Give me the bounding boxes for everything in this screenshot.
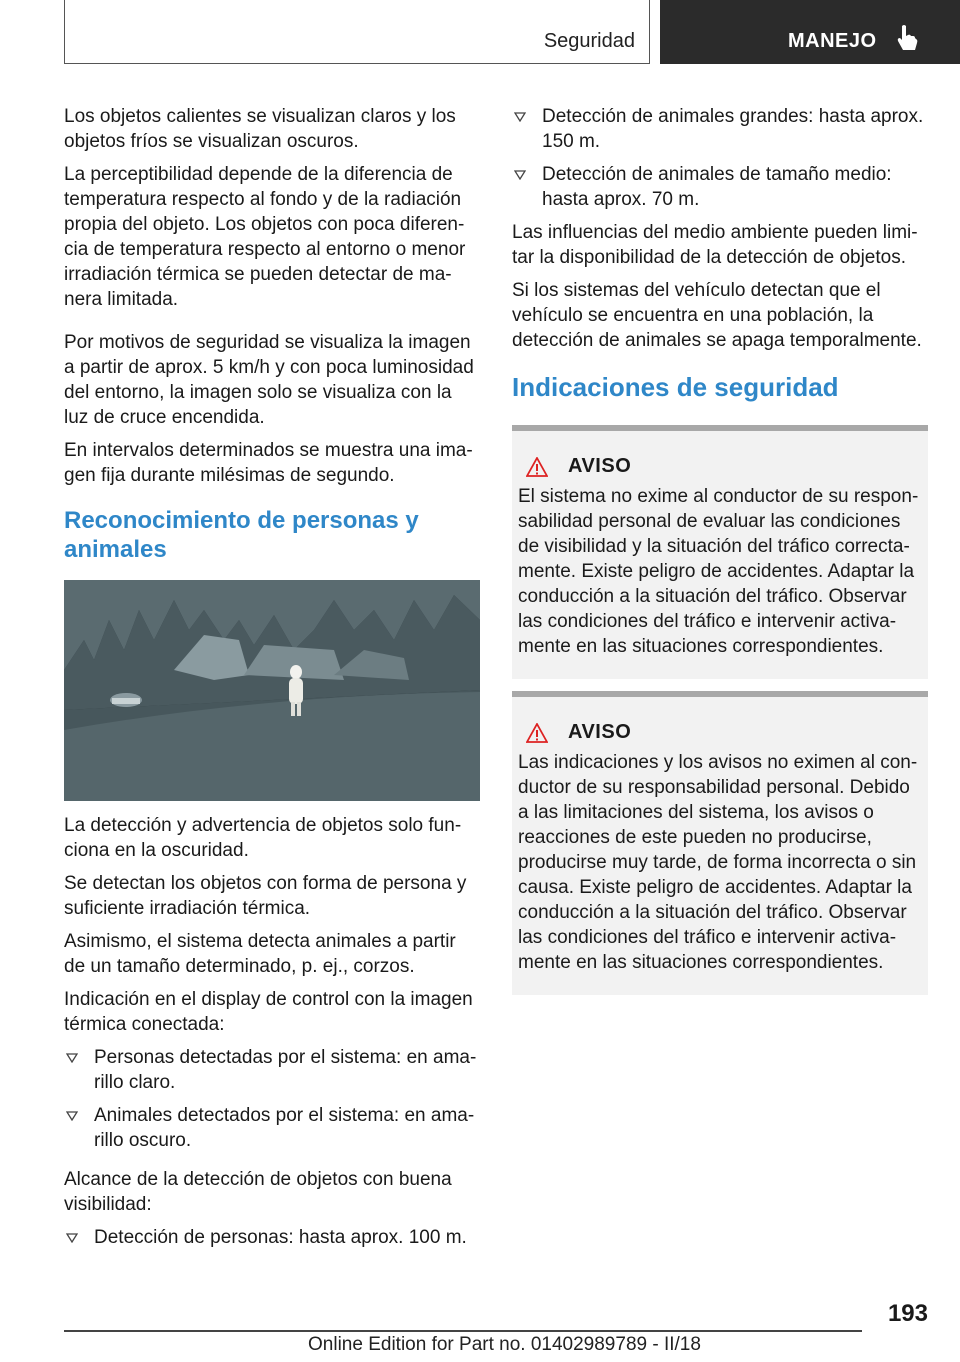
warning-triangle-icon bbox=[526, 457, 548, 477]
list-item bbox=[512, 104, 928, 154]
footer-divider bbox=[64, 1330, 862, 1332]
page-number: 193 bbox=[887, 1300, 928, 1327]
warning-header bbox=[526, 721, 922, 744]
triangle-bullet-icon bbox=[514, 170, 526, 180]
night-vision-illustration bbox=[64, 580, 480, 801]
triangle-bullet-icon bbox=[66, 1053, 78, 1063]
list-item-text: Detección de personas: hasta aprox. 100 m. bbox=[94, 1227, 467, 1248]
list-item-text: Detección de animales grandes: hasta aprox. 150 m. bbox=[542, 106, 924, 152]
paragraph: En intervalos determinados se muestra una imagen fija durante milésimas de segundo. bbox=[64, 440, 473, 486]
warning-box bbox=[512, 691, 928, 995]
triangle-bullet-icon bbox=[66, 1233, 78, 1243]
warning-box bbox=[512, 425, 928, 679]
warning-text: Las indicaciones y los avisos no eximen al conductor de su responsabilidad personal. Debido a las limitaciones del sistema, los avisos o reacciones de este pueden no producirse, producirse muy tarde, de forma incorrecta o sin causa. Existe peligro de accidentes. Adaptar la conducción a la situación del tráfico. Observar las condiciones del tráfico e intervenir activamente en las situaciones correspondientes. bbox=[518, 752, 918, 973]
list-item-text: Personas detectadas por el sistema: en amarillo claro. bbox=[94, 1047, 477, 1093]
triangle-bullet-icon bbox=[66, 1111, 78, 1121]
header-section-tab bbox=[64, 0, 650, 64]
section-heading: Indicaciones de seguridad bbox=[512, 372, 839, 402]
paragraph: Las influencias del medio ambiente pueden limitar la disponibilidad de la detección de objetos. bbox=[512, 222, 918, 268]
left-column bbox=[64, 104, 478, 1258]
warning-title: AVISO bbox=[568, 455, 632, 477]
warning-header bbox=[526, 455, 922, 478]
list-item bbox=[512, 162, 928, 212]
paragraph: Asimismo, el sistema detecta animales a partir de un tamaño determinado, p. ej., corzos. bbox=[64, 931, 456, 977]
paragraph: Los objetos calientes se visualizan claros y los objetos fríos se visualizan oscuros. bbox=[64, 106, 456, 152]
right-column bbox=[512, 104, 928, 1007]
triangle-bullet-icon bbox=[514, 112, 526, 122]
list-item-text: Detección de animales de tamaño medio: hasta aprox. 70 m. bbox=[542, 164, 892, 210]
paragraph: Si los sistemas del vehículo detectan que el vehículo se encuentra en una población, la detección de animales se apaga temporalmente. bbox=[512, 280, 922, 351]
paragraph: La perceptibilidad depende de la diferencia de temperatura respecto al fondo y de la radiación propia del objeto. Los objetos con poca diferencia de temperatura respecto al entorno o menor irradiación térmica se pueden detectar de manera limitada. bbox=[64, 164, 466, 310]
warning-text: El sistema no exime al conductor de su responsabilidad personal de evaluar las condiciones de visibilidad y la situación del tráfico correctamente. Existe peligro de accidentes. Adaptar la conducción a la situación del tráfico. Observar las condiciones del tráfico e intervenir activamente en las situaciones correspondientes. bbox=[518, 486, 919, 657]
list-item-text: Animales detectados por el sistema: en amarillo oscuro. bbox=[94, 1105, 475, 1151]
list-item bbox=[64, 1045, 478, 1095]
header-chapter-tab bbox=[660, 0, 960, 64]
warning-triangle-icon bbox=[526, 723, 548, 743]
thermal-image-figure bbox=[64, 580, 480, 801]
section-heading: Reconocimiento de personas y animales bbox=[64, 507, 419, 563]
warning-title: AVISO bbox=[568, 721, 632, 743]
pointing-hand-icon bbox=[896, 24, 918, 52]
footer-edition: Online Edition for Part no. 01402989789 - II/18 bbox=[308, 1334, 701, 1355]
header-section-title: Seguridad bbox=[543, 30, 635, 52]
paragraph: Indicación en el display de control con la imagen térmica conectada: bbox=[64, 989, 473, 1035]
list-item bbox=[64, 1103, 478, 1153]
paragraph: La detección y advertencia de objetos solo funciona en la oscuridad. bbox=[64, 815, 462, 861]
paragraph: Por motivos de seguridad se visualiza la imagen a partir de aprox. 5 km/h y con poca luminosidad del entorno, la imagen solo se visualiza con la luz de cruce encendida. bbox=[64, 332, 474, 428]
paragraph: Se detectan los objetos con forma de persona y suficiente irradiación térmica. bbox=[64, 873, 467, 919]
bullet-list bbox=[512, 104, 928, 212]
list-item bbox=[64, 1225, 478, 1250]
paragraph: Alcance de la detección de objetos con buena visibilidad: bbox=[64, 1169, 452, 1215]
bullet-list bbox=[64, 1045, 478, 1153]
bullet-list bbox=[64, 1225, 478, 1250]
header-chapter-title: MANEJO bbox=[788, 30, 877, 52]
